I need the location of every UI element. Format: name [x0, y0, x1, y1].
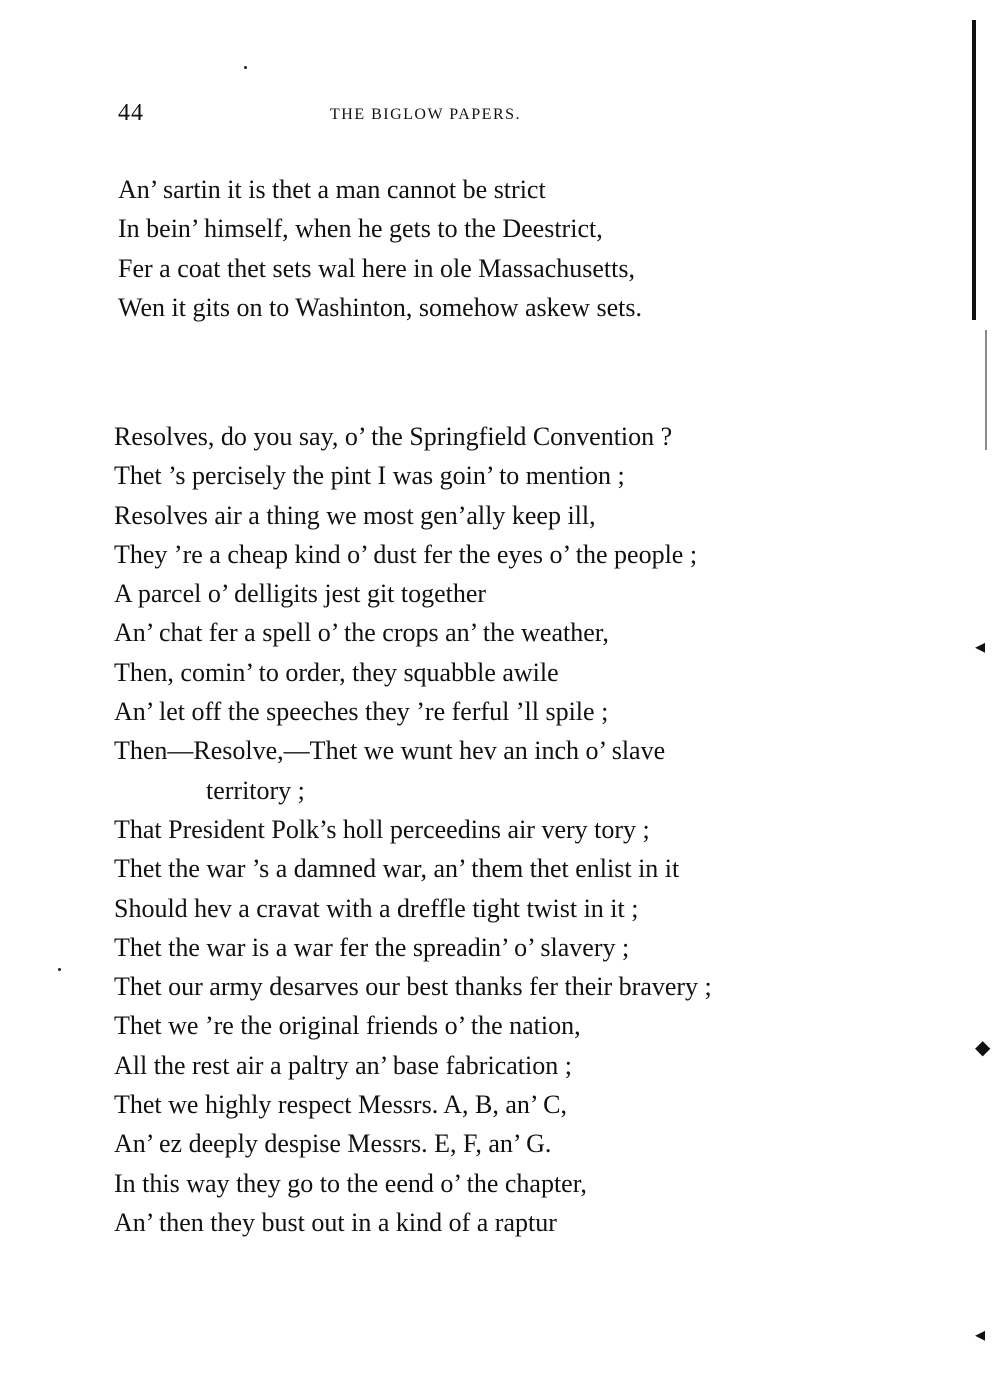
verse-line: Thet we highly respect Messrs. A, B, an’ C,: [114, 1090, 567, 1120]
binding-edge-dash: [985, 330, 987, 450]
verse-line: An’ chat fer a spell o’ the crops an’ the weather,: [114, 618, 609, 648]
verse-line: Thet the war is a war fer the spreadin’ o’ slavery ;: [114, 932, 630, 962]
verse-line: Wen it gits on to Washinton, somehow askew sets.: [118, 292, 642, 322]
verse-line: An’ ez deeply despise Messrs. E, F, an’ G.: [114, 1129, 552, 1159]
margin-arrow-icon: ◂: [975, 1324, 986, 1346]
verse-line: An’ then they bust out in a kind of a raptur: [114, 1207, 557, 1237]
margin-arrow-icon: ◂: [975, 636, 986, 658]
verse-line: That President Polk’s holl perceedins air very tory ;: [114, 814, 650, 844]
verse-line: All the rest air a paltry an’ base fabrication ;: [114, 1050, 572, 1080]
verse-line: In this way they go to the eend o’ the chapter,: [114, 1168, 587, 1198]
margin-speck: [58, 968, 61, 971]
verse-line: An’ let off the speeches they ’re ferful ’ll spile ;: [114, 697, 609, 727]
verse-line: A parcel o’ delligits jest git together: [114, 579, 487, 609]
page-header: [118, 100, 638, 132]
verse-line: Resolves air a thing we most gen’ally keep ill,: [114, 500, 596, 530]
verse-line: Thet our army desarves our best thanks fer their bravery ;: [114, 972, 712, 1002]
verse-line: Then—Resolve,—Thet we wunt hev an inch o’ slave: [114, 736, 666, 766]
verse-line: In bein’ himself, when he gets to the Deestrict,: [118, 214, 603, 244]
verse-line: Should hev a cravat with a dreffle tight twist in it ;: [114, 893, 639, 923]
verse-line: Resolves, do you say, o’ the Springfield Convention ?: [114, 422, 673, 451]
stanza-2: [114, 417, 712, 1242]
verse-line: Fer a coat thet sets wal here in ole Massachusetts,: [118, 253, 635, 283]
binding-edge-line: [972, 20, 976, 320]
page-number: 44: [118, 100, 144, 126]
margin-speck: [244, 66, 247, 69]
verse-line: An’ sartin it is thet a man cannot be strict: [118, 175, 546, 204]
running-head: THE BIGLOW PAPERS.: [330, 106, 522, 123]
verse-line: Thet ’s percisely the pint I was goin’ to mention ;: [114, 461, 625, 491]
verse-line-continuation: territory ;: [206, 775, 305, 805]
verse-line: Then, comin’ to order, they squabble awile: [114, 657, 559, 687]
verse-line: Thet the war ’s a damned war, an’ them thet enlist in it: [114, 854, 680, 884]
stanza-1: [118, 170, 642, 327]
verse-line: They ’re a cheap kind o’ dust fer the eyes o’ the people ;: [114, 539, 698, 569]
margin-diamond-icon: ◆: [975, 1037, 991, 1059]
verse-line: Thet we ’re the original friends o’ the nation,: [114, 1011, 581, 1041]
